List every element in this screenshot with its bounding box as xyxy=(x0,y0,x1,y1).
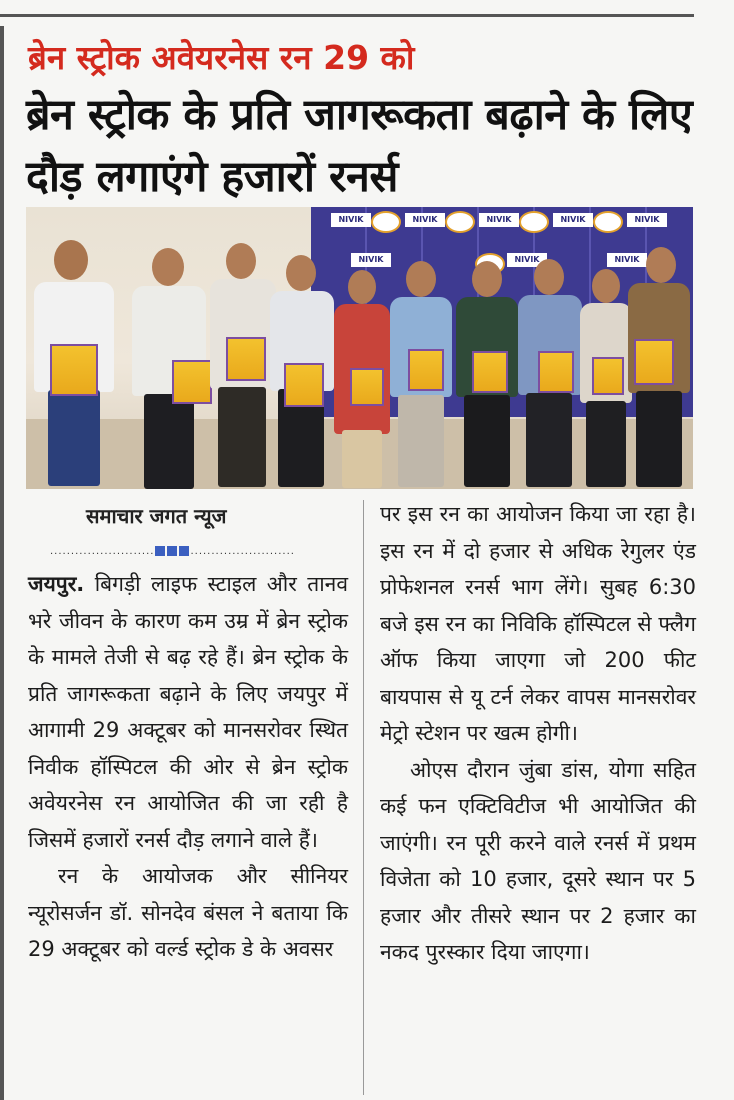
article-column-1 xyxy=(28,566,348,968)
column-divider xyxy=(363,500,364,1095)
banner-brand-tile: NIVIK xyxy=(405,213,445,227)
banner-logo-icon xyxy=(519,211,549,233)
person-8 xyxy=(514,255,586,489)
article-paragraph: पर इस रन का आयोजन किया जा रहा है। इस रन में दो हजार से अधिक रेगुलर एंड प्रोफेशनल रनर्स भाग लेंगे। सुबह 6:30 बजे इस रन का निविकि हॉस्पिटल से फ्लैग ऑफ किया जाएगा जो 200 फीट बायपास से यू टर्न लेकर वापस मानसरोवर मेट्रो स्टेशन पर खत्म होगी। xyxy=(380,502,696,745)
banner-brand-tile: NIVIK xyxy=(607,253,647,267)
banner-logo-icon xyxy=(593,211,623,233)
banner-brand-tile: NIVIK xyxy=(331,213,371,227)
byline-separator: ......................... ......................... xyxy=(50,546,295,557)
article-paragraph: ओएस दौरान जुंबा डांस, योगा सहित कई फन एक्टिविटीज भी आयोजित की जाएंगी। रन पूरी करने वाले रनर्स में प्रथम विजेता को 10 हजार, दूसरे स्थान पर 5 हजार और तीसरे स्थान पर 2 हजार का नकद पुरस्कार दिया जाएगा। xyxy=(380,757,696,964)
banner-brand-tile: NIVIK xyxy=(479,213,519,227)
person-2 xyxy=(126,244,211,489)
left-rule xyxy=(0,26,4,1100)
article-dateline: जयपुर. xyxy=(28,572,85,596)
article-paragraph: रन के आयोजक और सीनियर न्यूरोसर्जन डॉ. सोनदेव बंसल ने बताया कि 29 अक्टूबर को वर्ल्ड स्ट्रोक डे के अवसर xyxy=(28,864,348,961)
person-10 xyxy=(624,243,693,489)
banner-logo-icon xyxy=(445,211,475,233)
article-headline: ब्रेन स्ट्रोक के प्रति जागरूकता बढ़ाने के लिए दौड़ लगाएंगे हजारों रनर्स xyxy=(26,90,693,202)
news-photo xyxy=(26,207,693,489)
person-7 xyxy=(454,257,520,489)
person-5 xyxy=(332,264,392,489)
banner-logo-icon xyxy=(371,211,401,233)
banner-brand-tile: NIVIK xyxy=(351,253,391,267)
article-byline: समाचार जगत न्यूज xyxy=(86,504,227,528)
person-doctor xyxy=(26,234,121,489)
banner-brand-tile: NIVIK xyxy=(627,213,667,227)
person-6 xyxy=(386,257,456,489)
person-4 xyxy=(268,251,338,489)
banner-brand-tile: NIVIK xyxy=(553,213,593,227)
top-rule xyxy=(0,14,694,17)
paragraph-text: बिगड़ी लाइफ स्टाइल और तानव भरे जीवन के कारण कम उम्र में ब्रेन स्ट्रोक के मामले तेजी से बढ़ रहे हैं। ब्रेन स्ट्रोक के प्रति जागरूकता बढ़ाने के लिए जयपुर में आगामी 29 अक्टूबर को मानसरोवर स्थित निवीक हॉस्पिटल की ओर से ब्रेन स्ट्रोक अवेयरनेस रन आयोजित की जा रही है जिसमें हजारों रनर्स दौड़ लगाने वाले हैं। xyxy=(28,572,348,852)
banner-brand-tile: NIVIK xyxy=(507,253,547,267)
article-paragraph xyxy=(28,566,348,858)
article-column-2 xyxy=(380,496,696,971)
article-kicker: ब्रेन स्ट्रोक अवेयरनेस रन 29 को xyxy=(28,38,415,77)
